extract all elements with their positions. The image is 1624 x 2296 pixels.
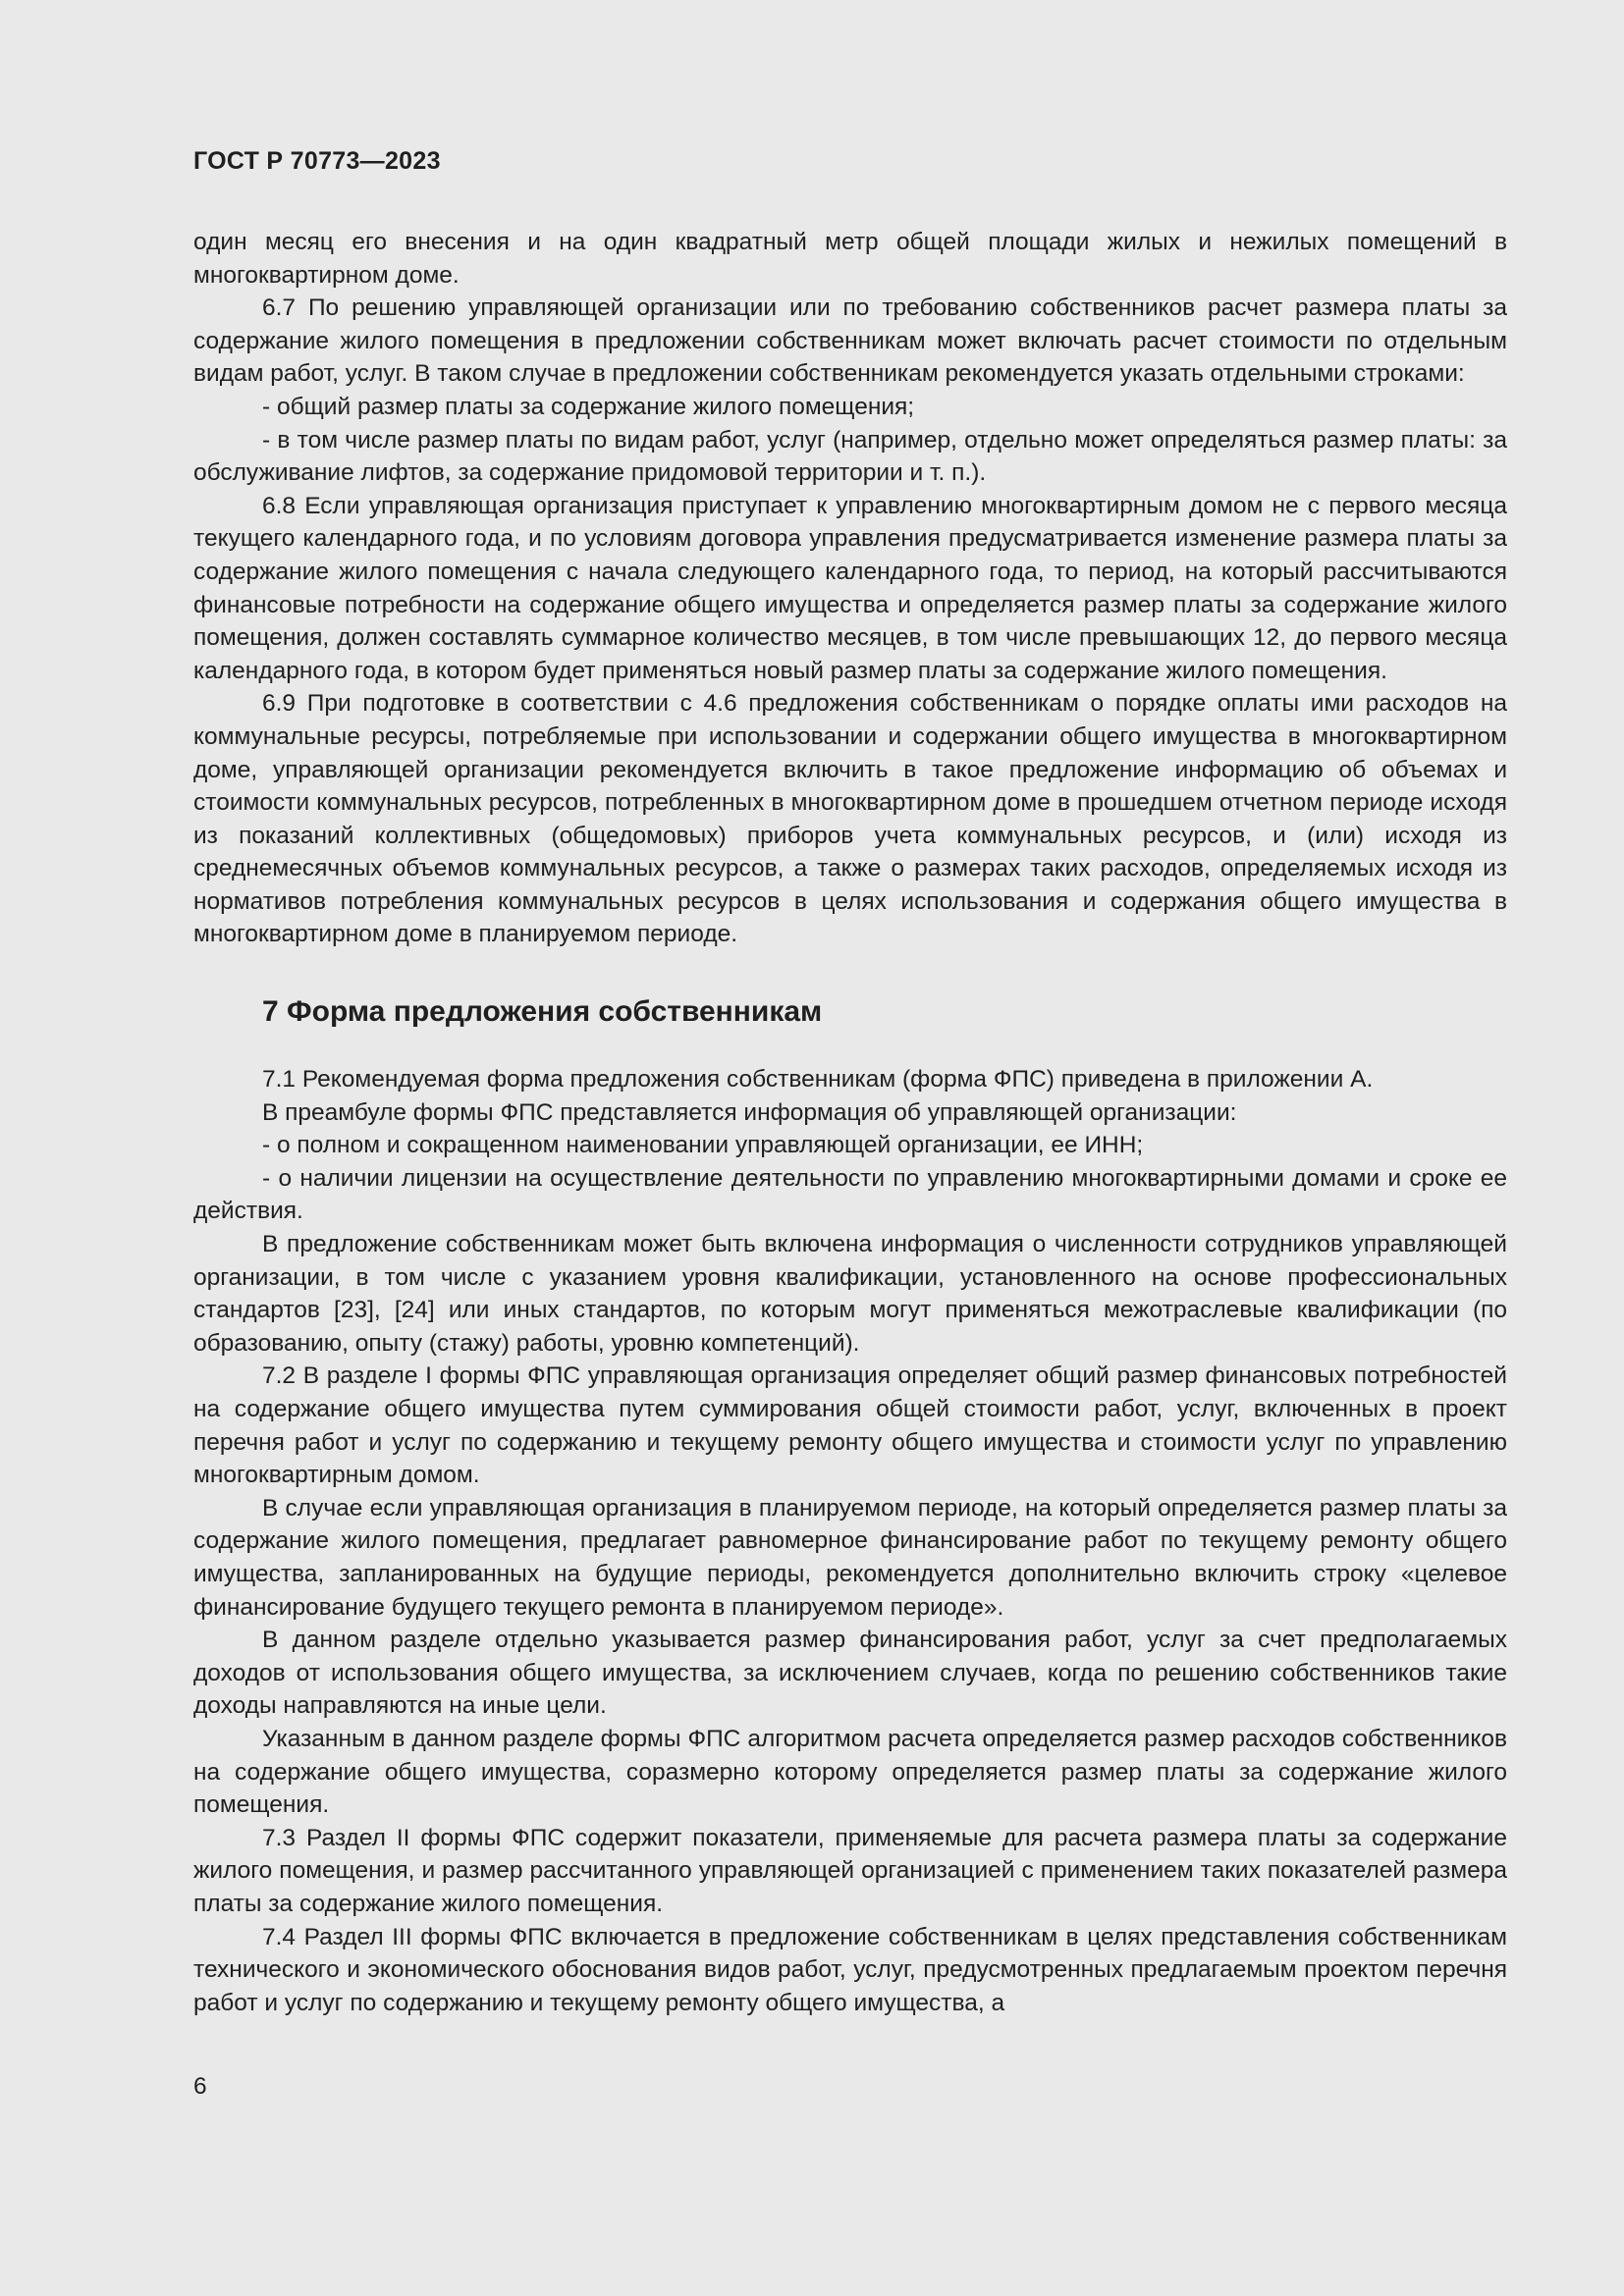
paragraph: В предложение собственникам может быть включена информация о численности сотрудников управляющей организации, в том числе с указанием уровня квалификации, установленного на основе профессиональных стандартов [23], [24] или иных стандартов, по которым могут применяться межотраслевые квалификации (по образованию, опыту (стажу) работы, уровню компетенций). [193, 1231, 1507, 1357]
paragraph-continuation: один месяц его внесения и на один квадратный метр общей площади жилых и нежилых помещений в многоквартирном доме. [193, 229, 1507, 289]
page-number: 6 [193, 2073, 207, 2100]
paragraph-7-2: 7.2 В разделе I формы ФПС управляющая организация определяет общий размер финансовых потребностей на содержание общего имущества путем суммирования общей стоимости работ, услуг, включенных в проект перечня работ и услуг по содержанию и текущему ремонту общего имущества и стоимости услуг по управлению многоквартирным домом. [193, 1362, 1507, 1489]
paragraph-7-4: 7.4 Раздел III формы ФПС включается в предложение собственникам в целях представления собственникам технического и экономического обоснования видов работ, услуг, предусмотренных предлагаемым проектом перечня работ и услуг по содержанию и текущему ремонту общего имущества, а [193, 1923, 1507, 2016]
paragraph: В данном разделе отдельно указывается размер финансирования работ, услуг за счет предполагаемых доходов от использования общего имущества, за исключением случаев, когда по решению собственников такие доходы направляются на иные цели. [193, 1627, 1507, 1720]
paragraph-6-9: 6.9 При подготовке в соответствии с 4.6 предложения собственникам о порядке оплаты ими расходов на коммунальные ресурсы, потребляемые при использовании и содержании общего имущества в многоквартирном доме, управляющей организации рекомендуется включить в такое предложение информацию об объемах и стоимости коммунальных ресурсов, потребленных в многоквартирном доме в прошедшем отчетном периоде исходя из показаний коллективных (общедомовых) приборов учета коммунальных ресурсов, и (или) исходя из среднемесячных объемов коммунальных ресурсов, а также о размерах таких расходов, определяемых исходя из нормативов потребления коммунальных ресурсов в целях использования и содержания общего имущества в многоквартирном доме в планируемом периоде. [193, 690, 1507, 948]
paragraph-7-3: 7.3 Раздел II формы ФПС содержит показатели, применяемые для расчета размера платы за содержание жилого помещения, и размер рассчитанного управляющей организацией с применением таких показателей размера платы за содержание жилого помещения. [193, 1824, 1507, 1917]
list-item: - в том числе размер платы по видам работ, услуг (например, отдельно может определяться размер платы: за обслуживание лифтов, за содержание придомовой территории и т. п.). [193, 426, 1507, 487]
list-item: - о полном и сокращенном наименовании управляющей организации, ее ИНН; [262, 1132, 1144, 1159]
paragraph-6-8: 6.8 Если управляющая организация приступает к управлению многоквартирным домом не с первого месяца текущего календарного года, и по условиям договора управления предусматривается изменение размера платы за содержание жилого помещения с начала следующего календарного года, то период, на который рассчитываются финансовые потребности на содержание общего имущества и определяется размер платы за содержание жилого помещения, должен составлять суммарное количество месяцев, в том числе превышающих 12, до первого месяца календарного года, в котором будет применяться новый размер платы за содержание жилого помещения. [193, 492, 1507, 684]
list-item: - о наличии лицензии на осуществление деятельности по управлению многоквартирными домами и сроке ее действия. [193, 1164, 1507, 1225]
paragraph-6-7: 6.7 По решению управляющей организации или по требованию собственников расчет размера платы за содержание жилого помещения в предложении собственникам может включать расчет стоимости по отдельным видам работ, услуг. В таком случае в предложении собственникам рекомендуется указать отдельными строками: [193, 294, 1507, 388]
paragraph: В преамбуле формы ФПС представляется информация об управляющей организации: [262, 1098, 1237, 1126]
paragraph: В случае если управляющая организация в планируемом периоде, на который определяется размер платы за содержание жилого помещения, предлагает равномерное финансирование работ по текущему ремонту общего имущества, запланированных на будущие периоды, рекомендуется дополнительно включить строку «целевое финансирование будущего текущего ремонта в планируемом периоде». [193, 1494, 1507, 1621]
document-body [193, 226, 1507, 2019]
paragraph: Указанным в данном разделе формы ФПС алгоритмом расчета определяется размер расходов собственников на содержание общего имущества, соразмерно которому определяется размер платы за содержание жилого помещения. [193, 1725, 1507, 1819]
standard-header: ГОСТ Р 70773—2023 [193, 147, 441, 175]
paragraph-7-1: 7.1 Рекомендуемая форма предложения собственникам (форма ФПС) приведена в приложении А. [262, 1066, 1374, 1094]
list-item: - общий размер платы за содержание жилого помещения; [262, 393, 915, 420]
section-title: 7 Форма предложения собственникам [262, 995, 823, 1029]
